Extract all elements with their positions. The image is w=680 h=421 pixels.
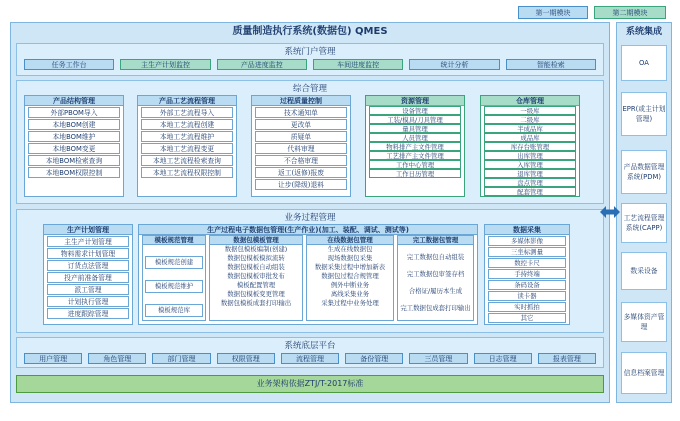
integrated-column-item: 本地BOM创建 [28, 119, 120, 130]
integrated-column [137, 95, 237, 197]
portal-item: 主生产计划监控 [120, 59, 210, 70]
integration-item: 数采设备 [621, 252, 667, 290]
complete-item: 完工数据包自动组装 [406, 253, 465, 261]
plan-item: 进度跟踪管理 [47, 308, 129, 319]
integration-item: 信息档案管理 [621, 352, 667, 394]
integrated-column-item: 本地工艺流程权限控制 [141, 167, 233, 178]
online-sub [306, 235, 394, 321]
complete-item: 完工数据包成套打印输出 [400, 304, 471, 312]
template-item: 模板规范创建 [145, 256, 203, 269]
platform-item: 三员管理 [409, 353, 467, 364]
platform-item: 日志管理 [474, 353, 532, 364]
complete-item: 完工数据包审签存档 [406, 270, 465, 278]
integrated-column-item: 本地工艺流程检索查询 [141, 155, 233, 166]
plan-item: 物料需求计划管理 [47, 248, 129, 259]
online-item: 生成在线数据包 [327, 245, 373, 253]
integration-item: 多媒体资产管理 [621, 302, 667, 342]
collect-item: 条码设备 [488, 280, 566, 290]
portal-title: 系统门户管理 [284, 47, 336, 57]
integrated-column [365, 95, 465, 197]
platform-item: 备份管理 [345, 353, 403, 364]
integrated-column [24, 95, 124, 197]
collect-item: 读卡器 [488, 291, 566, 301]
integrated-column-item: 半成品库 [484, 124, 576, 133]
platform-item: 权限管理 [217, 353, 275, 364]
integrated-column-item: 返工(返修)报废 [255, 167, 347, 178]
collect-item: 其它 [488, 313, 566, 323]
integrated-column-title: 资源管理 [366, 96, 464, 106]
platform-item: 流程管理 [281, 353, 339, 364]
integrated-column-item: 成品库 [484, 133, 576, 142]
integrated-column-title: 过程质量控制 [252, 96, 350, 106]
plan-item: 派工管理 [47, 284, 129, 295]
integration-title: 系统集成 [625, 27, 662, 37]
online-item: 离线采集业务 [330, 290, 370, 298]
integrated-column-item: 物料排产主文件管理 [369, 142, 461, 151]
online-item: 例外中断业务 [330, 281, 370, 289]
integrated-column-item: 二级库 [484, 115, 576, 124]
collect-column [484, 224, 570, 325]
integrated-column-item: 人员管理 [369, 133, 461, 142]
platform-item: 用户管理 [24, 353, 82, 364]
collect-item: 数控卡尺 [488, 258, 566, 268]
integration-item: OA [621, 45, 667, 81]
dp-template-item: 数据包模板审批发布 [227, 272, 285, 280]
integrated-column-item: 代料审理 [255, 143, 347, 154]
collect-item: 实时抓拍 [488, 302, 566, 312]
collect-item: 手持终端 [488, 269, 566, 279]
integrated-title: 综合管理 [292, 84, 327, 94]
integration-item: 产品数据管理系统(PDM) [621, 150, 667, 194]
diagram-title: 质量制造执行系统(数据包) QMES [232, 26, 388, 37]
business-title: 业务过程管理 [284, 213, 336, 223]
datapackage-title: 生产过程电子数据包管理(生产作业)(加工、装配、调试、测试等) [139, 225, 477, 235]
dp-template-item: 数据包模板自动组装 [227, 263, 285, 271]
legend-phase1: 第一期模块 [518, 6, 588, 19]
integrated-column-item: 退库管理 [484, 169, 576, 178]
online-item: 现场数据包采集 [327, 254, 373, 262]
dp-template-item: 数据包模板编制(创建) [224, 245, 288, 253]
double-arrow-icon [598, 205, 622, 219]
integrated-column-item: 设备管理 [369, 106, 461, 115]
integrated-column-item: 出库管理 [484, 151, 576, 160]
plan-item: 订货点法管理 [47, 260, 129, 271]
online-item: 数据包过程合规管理 [321, 272, 379, 280]
plan-item: 计划执行管理 [47, 296, 129, 307]
template-item: 模板规范库 [145, 304, 203, 317]
integrated-column-title: 仓库管理 [481, 96, 579, 106]
architecture-basis: 业务架构依据ZTJ/T-2017标准 [16, 375, 604, 393]
portal-item: 产品进度监控 [217, 59, 307, 70]
collect-item: 三坐标测量 [488, 247, 566, 257]
integrated-column-item: 工作日历管理 [369, 169, 461, 178]
online-sub-title: 在线数据包管理 [307, 236, 393, 245]
integrated-column-item: 配套管理 [484, 187, 576, 196]
integrated-column-item: 让步(降级)退料 [255, 179, 347, 190]
integrated-column-item: 本地工艺流程创建 [141, 119, 233, 130]
portal-item: 车间进度监控 [313, 59, 403, 70]
integrated-column-item: 外部工艺流程导入 [141, 107, 233, 118]
online-item: 数据采集过程中增加新表 [314, 263, 386, 271]
integrated-column-item: 工装/模具/刀具管理 [369, 115, 461, 124]
dp-template-sub-title: 数据包模板管理 [210, 236, 302, 245]
integrated-column-item: 量具管理 [369, 124, 461, 133]
integrated-column-item: 本地BOM维护 [28, 131, 120, 142]
complete-sub-title: 完工数据包管理 [398, 236, 473, 245]
plan-column [43, 224, 133, 325]
platform-title: 系统底层平台 [284, 341, 336, 351]
collect-column-title: 数据采集 [485, 225, 569, 235]
integrated-column-title: 产品工艺流程管理 [138, 96, 236, 106]
integrated-column-item: 本地工艺流程变更 [141, 143, 233, 154]
collect-item: 多媒体影像 [488, 236, 566, 246]
dp-template-item: 数据包模板模拟流转 [227, 254, 285, 262]
plan-item: 主生产计划管理 [47, 236, 129, 247]
integrated-column-item: 本地BOM权限控制 [28, 167, 120, 178]
portal-item: 智能检索 [506, 59, 596, 70]
platform-item: 部门管理 [152, 353, 210, 364]
integrated-column-item: 本地BOM检索查询 [28, 155, 120, 166]
online-item: 采集过程中业务处理 [321, 299, 379, 307]
integration-item: 工艺流程管理系统(CAPP) [621, 203, 667, 243]
integration-item: EPR(或主计划管理) [621, 92, 667, 136]
integrated-column-item: 技术通知单 [255, 107, 347, 118]
template-sub-title: 模板规范管理 [143, 236, 205, 245]
complete-sub [397, 235, 474, 321]
integrated-column-item: 更改单 [255, 119, 347, 130]
portal-item: 任务工作台 [24, 59, 114, 70]
integrated-column-title: 产品结构管理 [25, 96, 123, 106]
integrated-column-item: 盘点管理 [484, 178, 576, 187]
dp-template-item: 数据包模板变更管理 [227, 290, 285, 298]
integrated-column-item: 工艺排产主文件管理 [369, 151, 461, 160]
integrated-column-item: 一级库 [484, 106, 576, 115]
plan-column-title: 生产计划管理 [44, 225, 132, 235]
integrated-column [480, 95, 580, 197]
integrated-column-item: 本地工艺流程维护 [141, 131, 233, 142]
plan-item: 投产前准备管理 [47, 272, 129, 283]
platform-item: 角色管理 [88, 353, 146, 364]
integrated-column-item: 质疑单 [255, 131, 347, 142]
integrated-column [251, 95, 351, 197]
integrated-column-item: 工作中心管理 [369, 160, 461, 169]
legend-phase2: 第二期模块 [594, 6, 666, 19]
dp-template-sub [209, 235, 303, 321]
complete-item: 合格证/履历本生成 [408, 287, 463, 295]
integrated-column-item: 入库管理 [484, 160, 576, 169]
template-item: 模板规范维护 [145, 280, 203, 293]
dp-template-item: 模板配置管理 [236, 281, 276, 289]
integrated-column-item: 外部PBOM导入 [28, 107, 120, 118]
integrated-column-item: 本地BOM变更 [28, 143, 120, 154]
template-sub [142, 235, 206, 321]
portal-item: 统计分析 [409, 59, 499, 70]
dp-template-item: 数据包模板成套打印输出 [220, 299, 292, 307]
integrated-column-item: 库存台账管理 [484, 142, 576, 151]
platform-item: 报表管理 [538, 353, 596, 364]
integrated-column-item: 不合格审理 [255, 155, 347, 166]
